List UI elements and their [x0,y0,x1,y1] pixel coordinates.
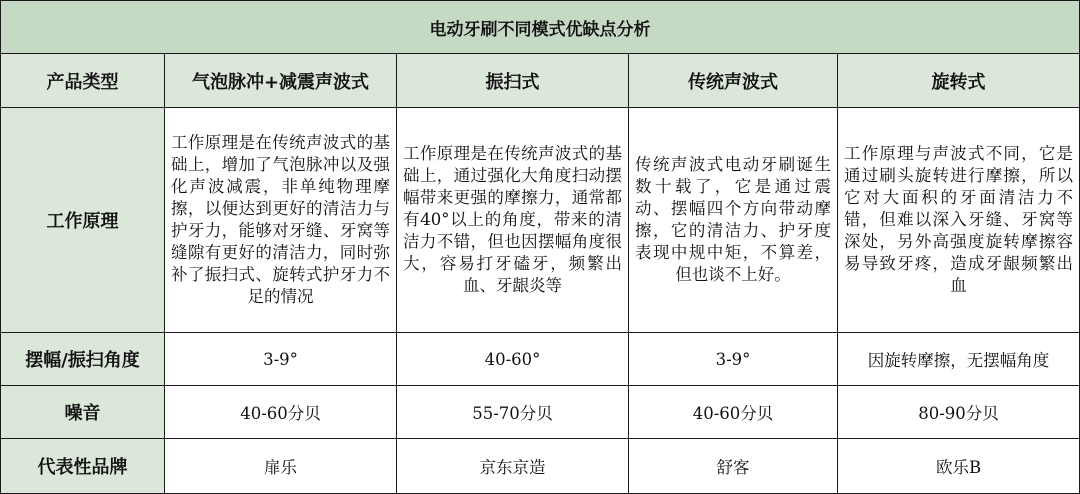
principle-row [1,108,1080,333]
header-row [1,54,1080,108]
angle-row [1,333,1080,386]
angle-value: 40-60° [397,333,629,386]
noise-value: 40-60分贝 [629,386,838,439]
noise-value: 40-60分贝 [165,386,397,439]
header-traditional-sonic: 传统声波式 [629,54,838,108]
header-oscillating-sweep: 振扫式 [397,54,629,108]
header-bubble-pulse-sonic: 气泡脉冲+减震声波式 [165,54,397,108]
angle-value: 3-9° [629,333,838,386]
brand-value: 舒客 [629,439,838,494]
principle-text: 工作原理与声波式不同，它是通过刷头旋转进行摩擦，所以它对大面积的牙面清洁力不错，但难以深入牙缝、牙窝等深处，另外高强度旋转摩擦容易导致牙疼，造成牙龈频繁出血 [844,144,1074,295]
noise-row [1,386,1080,439]
table-title: 电动牙刷不同模式优缺点分析 [1,1,1080,54]
row-label-brand: 代表性品牌 [1,439,165,494]
title-row [1,1,1080,54]
principle-cell-traditional-sonic [629,108,838,333]
row-label-principle: 工作原理 [1,108,165,333]
principle-text: 传统声波式电动牙刷诞生数十载了，它是通过震动、摆幅四个方向带动摩擦，它的清洁力、护牙度表现中规中矩，不算差，但也谈不上好。 [635,155,831,284]
row-label-noise: 噪音 [1,386,165,439]
header-label-product-type: 产品类型 [1,54,165,108]
angle-value: 因旋转摩擦，无摆幅角度 [838,333,1080,386]
brand-value: 欧乐B [838,439,1080,494]
principle-cell-oscillating-sweep [397,108,629,333]
header-rotating: 旋转式 [838,54,1080,108]
principle-cell-rotating [838,108,1080,333]
brand-row [1,439,1080,494]
angle-value: 3-9° [165,333,397,386]
noise-value: 80-90分贝 [838,386,1080,439]
brand-value: 京东京造 [397,439,629,494]
row-label-angle: 摆幅/振扫角度 [1,333,165,386]
principle-cell-bubble-pulse-sonic [165,108,397,333]
noise-value: 55-70分贝 [397,386,629,439]
principle-text: 工作原理是在传统声波式的基础上，增加了气泡脉冲以及强化声波减震，非单纯物理摩擦，以便达到更好的清洁力与护牙力，能够对牙缝、牙窝等缝隙有更好的清洁力，同时弥补了振扫式、旋转式护牙力不足的情况 [171,133,390,306]
principle-text: 工作原理是在传统声波式的基础上，通过强化大角度扫动摆幅带来更强的摩擦力，通常都有40°以上的角度，带来的清洁力不错，但也因摆幅角度很大，容易打牙磕牙，频繁出血、牙龈炎等 [403,144,622,295]
brand-value: 扉乐 [165,439,397,494]
